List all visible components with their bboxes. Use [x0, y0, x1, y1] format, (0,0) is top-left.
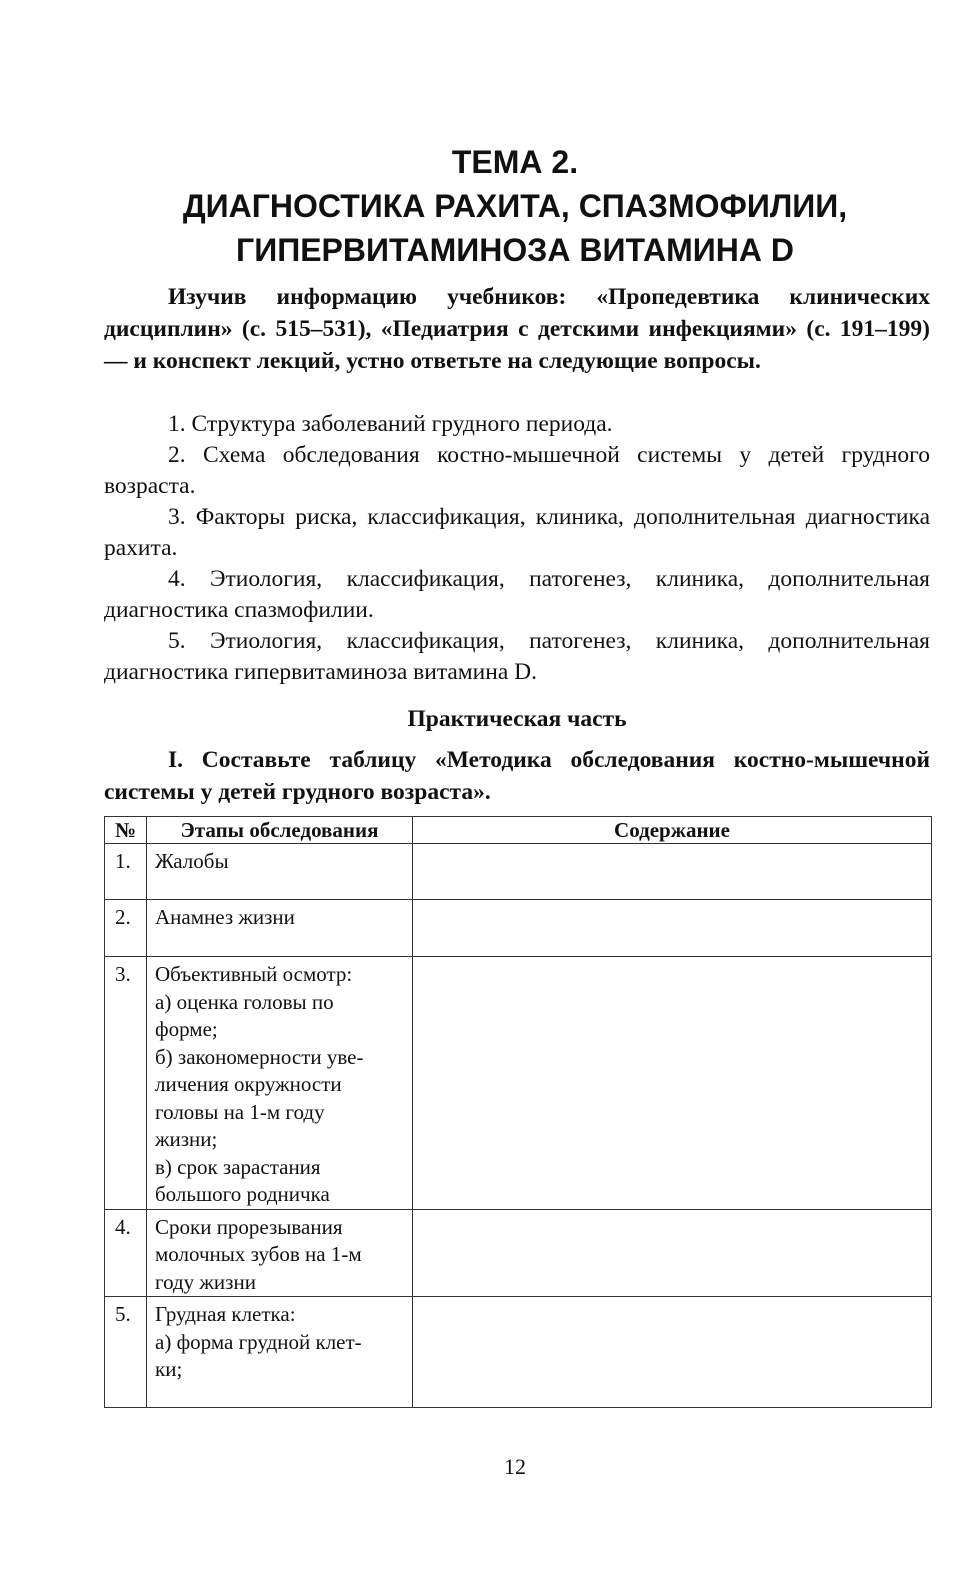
row-stage [147, 1209, 413, 1297]
row-number: 1. [105, 844, 147, 900]
row-number: 2. [105, 900, 147, 957]
row-number: 4. [105, 1209, 147, 1297]
header-stages: Этапы обследования [147, 817, 413, 844]
question-5: 5. Этиология, классификация, патогенез, клиника, дополнительная диагностика гипервитаминоза витамина D. [104, 628, 930, 685]
table-row [105, 900, 932, 957]
row-stage [147, 844, 413, 900]
stage-line: а) оценка головы по [155, 989, 334, 1014]
topic-title-line-2: ГИПЕРВИТАМИНОЗА ВИТАМИНА D [236, 232, 794, 268]
examination-methods-table [104, 816, 932, 1408]
stage-line: а) форма грудной клет- [155, 1329, 362, 1354]
stage-line: головы на 1-м году [155, 1099, 325, 1124]
stage-line: жизни; [155, 1127, 218, 1151]
stage-line: Сроки прорезывания [155, 1214, 343, 1239]
page-number: 12 [504, 1454, 526, 1479]
table-row [105, 957, 932, 1210]
row-content-cell[interactable] [413, 957, 932, 1210]
question-4: 4. Этиология, классификация, патогенез, клиника, дополнительная диагностика спазмофилии. [104, 566, 930, 623]
stage-line: ки; [155, 1357, 183, 1381]
table-row [105, 844, 932, 900]
row-stage [147, 1297, 413, 1408]
header-number: № [105, 817, 147, 844]
table-row [105, 1209, 932, 1297]
stage-line: личения окружности [155, 1072, 342, 1096]
header-content: Содержание [413, 817, 932, 844]
intro-paragraph: Изучив информацию учебников: «Пропедевтика клинических дисциплин» (с. 515–531), «Педиатрия с детскими инфекциями» (с. 191–199) — и конспект лекций, устно ответьте на следующие вопросы. [104, 284, 930, 374]
stage-line: Анамнез жизни [155, 905, 295, 929]
row-number: 5. [105, 1297, 147, 1408]
task-paragraph: I. Составьте таблицу «Методика обследования костно-мышечной системы у детей грудного возраста». [104, 747, 930, 805]
row-content-cell[interactable] [413, 1297, 932, 1408]
row-stage [147, 900, 413, 957]
question-1: 1. Структура заболеваний грудного периода. [168, 411, 613, 437]
stage-line: Жалобы [155, 849, 229, 873]
table-row [105, 1297, 932, 1408]
row-stage [147, 957, 413, 1210]
topic-title-line-1: ДИАГНОСТИКА РАХИТА, СПАЗМОФИЛИИ, [182, 188, 848, 224]
question-2: 2. Схема обследования костно-мышечной системы у детей грудного возраста. [104, 442, 930, 499]
row-content-cell[interactable] [413, 900, 932, 957]
stage-line: б) закономерности уве- [155, 1044, 364, 1069]
table-header-row [105, 817, 932, 844]
stage-line: в) срок зарастания [155, 1154, 321, 1179]
stage-line: форме; [155, 1017, 218, 1041]
row-number: 3. [105, 957, 147, 1210]
question-3: 3. Факторы риска, классификация, клиника, дополнительная диагностика рахита. [104, 504, 930, 561]
stage-line: молочных зубов на 1-м [155, 1242, 362, 1266]
stage-line: году жизни [155, 1269, 256, 1294]
stage-line: большого родничка [155, 1182, 330, 1206]
practical-heading: Практическая часть [407, 706, 627, 732]
topic-number: ТЕМА 2. [451, 144, 579, 180]
stage-line: Грудная клетка: [155, 1302, 296, 1326]
stage-line: Объективный осмотр: [155, 962, 353, 986]
question-list [104, 409, 930, 688]
row-content-cell[interactable] [413, 844, 932, 900]
row-content-cell[interactable] [413, 1209, 932, 1297]
topic-title [100, 140, 930, 272]
